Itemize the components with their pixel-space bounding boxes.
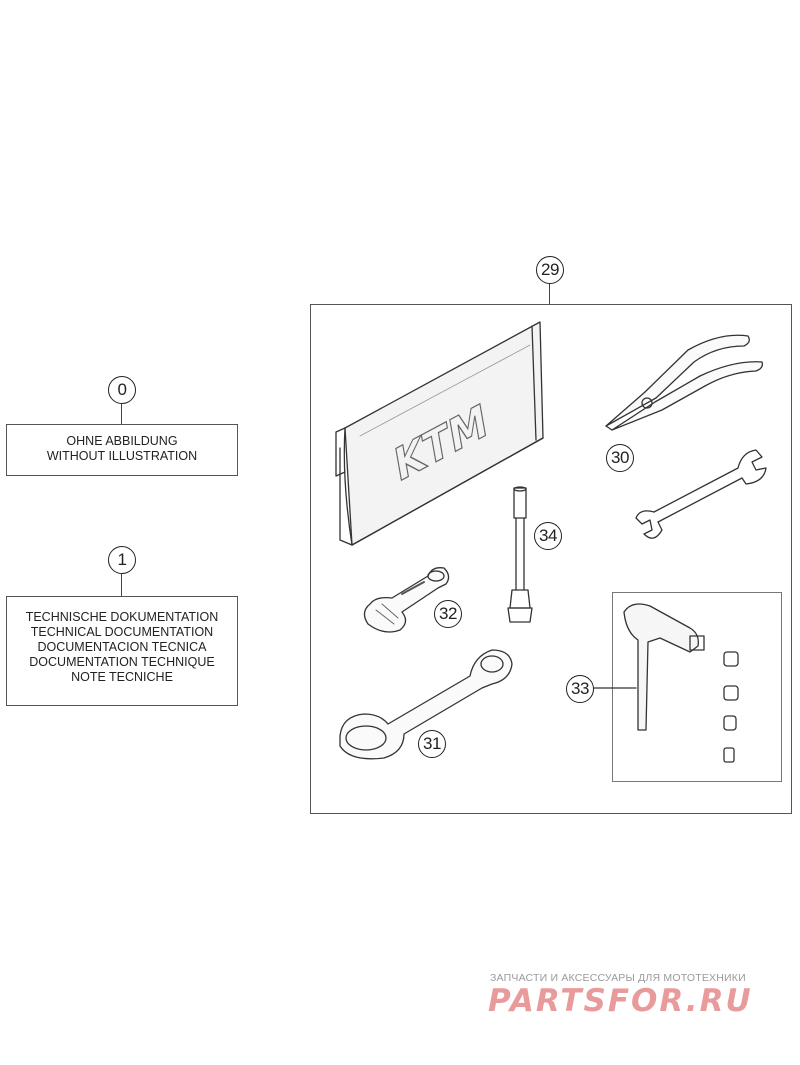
bit-tool-illustration (508, 487, 532, 622)
callout-0[interactable]: 0 (108, 376, 136, 404)
watermark-logo: PARTSFOR.RU (488, 983, 753, 1019)
callout-30[interactable]: 30 (606, 444, 634, 472)
note-line: DOCUMENTACION TECNICA (37, 640, 207, 654)
hex-key-set-illustration (594, 604, 738, 762)
note-line: TECHNICAL DOCUMENTATION (30, 625, 214, 639)
tool-bag-logo: KTM (391, 394, 491, 494)
callout-34[interactable]: 34 (534, 522, 562, 550)
note-line: OHNE ABBILDUNG (66, 434, 178, 448)
callout-31[interactable]: 31 (418, 730, 446, 758)
note-line: NOTE TECNICHE (71, 670, 173, 684)
note-line: WITHOUT ILLUSTRATION (46, 449, 198, 463)
open-end-wrench-illustration (636, 450, 766, 538)
note-line: TECHNISCHE DOKUMENTATION (25, 610, 219, 624)
watermark-tagline: ЗАПЧАСТИ И АКСЕССУАРЫ ДЛЯ МОТОТЕХНИКИ (490, 972, 746, 984)
callout-29[interactable]: 29 (536, 256, 564, 284)
callout-1[interactable]: 1 (108, 546, 136, 574)
pliers-illustration (606, 335, 762, 430)
callout-33[interactable]: 33 (566, 675, 594, 703)
callout-32[interactable]: 32 (434, 600, 462, 628)
note-line: DOCUMENTATION TECHNIQUE (29, 655, 215, 669)
